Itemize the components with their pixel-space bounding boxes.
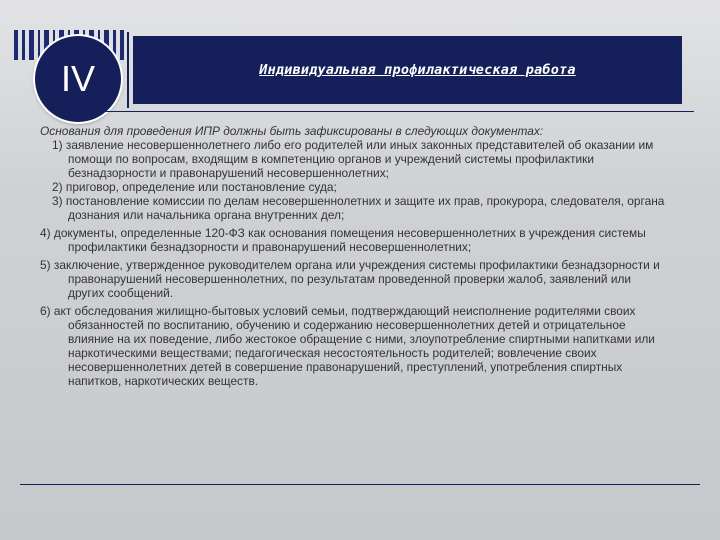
list-item-6: 6) акт обследования жилищно-бытовых условий семьи, подтверждающий неисполнение родителями своих обязанностей по воспитанию, обучению и содержанию несовершеннолетних детей и отрицательное влияние на их поведение, либо жестокое обращение с ними, злоупотребление спиртными напитками или наркотическими веществами; педагогическая несостоятельность родителей; вовлечение своих несовершеннолетних детей в совершение правонарушений, преступлений, употребления спиртных напитков, наркотических веществ. xyxy=(40,304,655,388)
list-item-5: 5) заключение, утвержденное руководителем органа или учреждения системы профилактики безнадзорности и правонарушений несовершеннолетних, по результатам проведенной проверки жалоб, заявлений или других сообщений. xyxy=(40,258,660,300)
list-item-2: 2) приговор, определение или постановление суда; xyxy=(52,180,337,194)
list-item-4: 4) документы, определенные 120-ФЗ как основания помещения несовершеннолетних в учреждения системы профилактики безнадзорности и правонарушений несовершеннолетних; xyxy=(40,226,646,254)
slide-title: Индивидуальная профилактическая работа xyxy=(259,62,576,78)
title-banner xyxy=(133,36,682,104)
list-item-1: 1) заявление несовершеннолетнего либо его родителей или иных законных представителей об оказании им помощи по вопросам, входящим в компетенцию органов и учреждений системы профилактики безнадзорности и правонарушений несовершеннолетних; xyxy=(52,138,654,180)
bottom-divider xyxy=(20,484,700,485)
slide-number-badge xyxy=(35,36,121,122)
intro-text: Основания для проведения ИПР должны быть зафиксированы в следующих документах: xyxy=(40,124,544,138)
decorative-vertical-line xyxy=(127,32,129,108)
slide-number: IV xyxy=(60,58,95,99)
divider-dot xyxy=(88,109,93,114)
top-divider xyxy=(82,111,694,112)
slide-body xyxy=(40,124,670,388)
list-item-3: 3) постановление комиссии по делам несовершеннолетних и защите их прав, прокурора, следователя, органа дознания или начальника органа внутренних дел; xyxy=(52,194,665,222)
